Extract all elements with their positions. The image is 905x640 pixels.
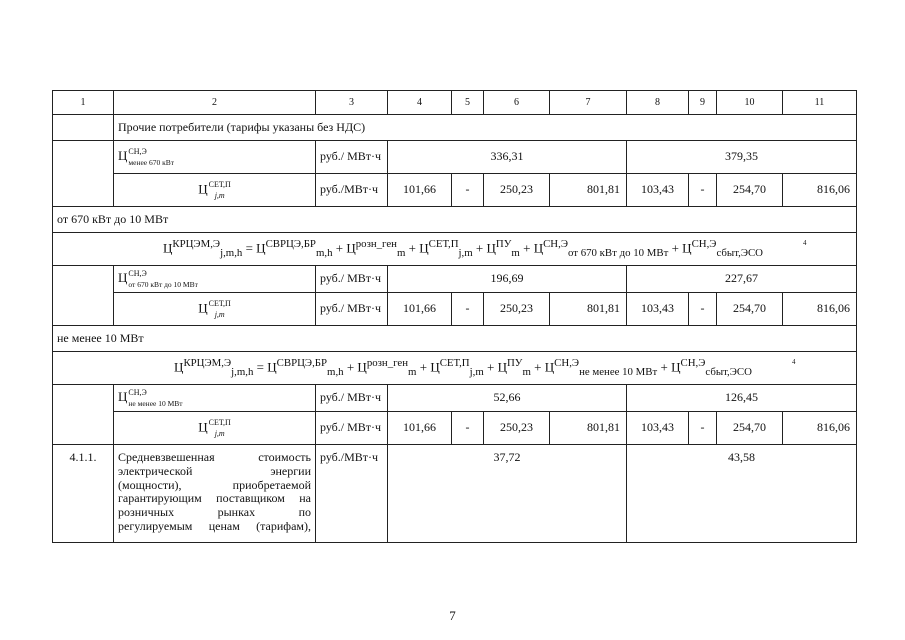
unit-cell: руб./ МВт·ч (316, 293, 388, 326)
unit-cell: руб./ МВт·ч (316, 385, 388, 412)
section-title-row (53, 207, 857, 233)
symbol-set: Ц СЕТ,П j,m (114, 174, 316, 207)
symbol-set: Ц СЕТ,П j,m (114, 293, 316, 326)
value-cell: 103,43 (627, 174, 689, 207)
column-number: 5 (452, 91, 484, 115)
value-cell: 254,70 (717, 412, 783, 445)
value-cell: - (689, 293, 717, 326)
column-number: 1 (53, 91, 114, 115)
formula: $Ц^{КРЦЭМ,Э}_{j,m,h} = Ц^{СВРЦЭ,БР}_{m,h} + Ц^{розн\_ген}_m + Ц^{СЕТ,П}_{j,m} + Ц^{ПУ}_m + Ц^{СН,Э}_{от 670 кВт до 10 МВт} + Ц^{СН,Э}_{сбыт,ЭСО}^4$ (114, 233, 857, 266)
sn-row-over-10 (53, 385, 857, 412)
column-number: 6 (484, 91, 550, 115)
symbol-set: Ц СЕТ,П j,m (114, 412, 316, 445)
unit-cell: руб./МВт·ч (316, 174, 388, 207)
item-row-4-1-1 (53, 445, 857, 543)
column-number: 9 (689, 91, 717, 115)
set-row-over-10 (53, 412, 857, 445)
value-cell: 801,81 (550, 174, 627, 207)
formula-row (53, 233, 857, 266)
value-cell: 52,66 (388, 385, 627, 412)
value-cell: - (452, 412, 484, 445)
item-description: Средневзвешенная стоимость электрической энергии (мощности), приобретаемой гарантирующим поставщиком на розничных рынках по регулируемым ценам (тарифам), (114, 445, 316, 543)
footnote-marker: 4 (791, 357, 796, 366)
item-number: 4.1.1. (53, 445, 114, 543)
sn-row-under-670 (53, 141, 857, 174)
unit-cell: руб./ МВт·ч (316, 412, 388, 445)
value-cell: 379,35 (627, 141, 857, 174)
value-cell: 254,70 (717, 293, 783, 326)
value-cell: - (452, 174, 484, 207)
value-cell: 227,67 (627, 266, 857, 293)
column-number: 7 (550, 91, 627, 115)
value-cell: 37,72 (388, 445, 627, 543)
column-number: 8 (627, 91, 689, 115)
formula-row (53, 352, 857, 385)
unit-cell: руб./ МВт·ч (316, 266, 388, 293)
symbol-sn: Ц СН,Э менее 670 кВт (114, 141, 316, 174)
symbol-sn: Ц СН,Э от 670 кВт до 10 МВт (114, 266, 316, 293)
value-cell: 801,81 (550, 412, 627, 445)
value-cell: 816,06 (783, 174, 857, 207)
value-cell: 103,43 (627, 412, 689, 445)
section-title: не менее 10 МВт (53, 326, 857, 352)
value-cell: - (689, 174, 717, 207)
value-cell: 101,66 (388, 293, 452, 326)
value-cell: 336,31 (388, 141, 627, 174)
value-cell: 250,23 (484, 412, 550, 445)
set-row-under-670 (53, 174, 857, 207)
value-cell: 250,23 (484, 293, 550, 326)
symbol-sn: Ц СН,Э не менее 10 МВт (114, 385, 316, 412)
value-cell: 103,43 (627, 293, 689, 326)
value-cell: 801,81 (550, 293, 627, 326)
column-number: 10 (717, 91, 783, 115)
column-number: 2 (114, 91, 316, 115)
tariff-table (52, 90, 857, 543)
footnote-marker: 4 (803, 238, 807, 247)
column-number-row (53, 91, 857, 115)
column-number: 4 (388, 91, 452, 115)
unit-cell: руб./МВт·ч (316, 445, 388, 543)
value-cell: 816,06 (783, 412, 857, 445)
value-cell: - (689, 412, 717, 445)
group-title-row (53, 115, 857, 141)
sn-row-670-10 (53, 266, 857, 293)
value-cell: 43,58 (627, 445, 857, 543)
formula: $Ц^{КРЦЭМ,Э}_{j,m,h} = Ц^{СВРЦЭ,БР}_{m,h} + Ц^{розн\_ген}_m + Ц^{СЕТ,П}_{j,m} + Ц^{ПУ}_m + Ц^{СН,Э}_{не менее 10 МВт} + Ц^{СН,Э}_{сбыт,ЭСО}^4$ (114, 352, 857, 385)
column-number: 11 (783, 91, 857, 115)
value-cell: 254,70 (717, 174, 783, 207)
unit-cell: руб./ МВт·ч (316, 141, 388, 174)
set-row-670-10 (53, 293, 857, 326)
value-cell: 126,45 (627, 385, 857, 412)
value-cell: 101,66 (388, 174, 452, 207)
value-cell: 250,23 (484, 174, 550, 207)
value-cell: - (452, 293, 484, 326)
value-cell: 101,66 (388, 412, 452, 445)
value-cell: 196,69 (388, 266, 627, 293)
value-cell: 816,06 (783, 293, 857, 326)
section-title: от 670 кВт до 10 МВт (53, 207, 857, 233)
section-title-row (53, 326, 857, 352)
group-title: Прочие потребители (тарифы указаны без НДС) (114, 115, 857, 141)
page-number: 7 (449, 608, 456, 623)
column-number: 3 (316, 91, 388, 115)
